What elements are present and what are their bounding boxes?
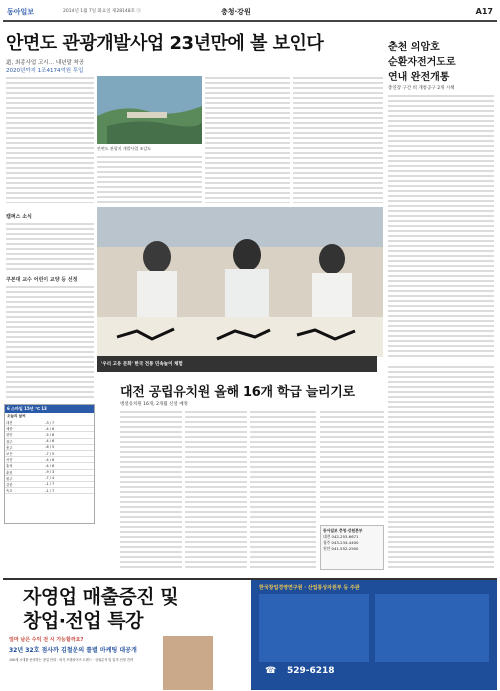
weather-city: 천안 bbox=[5, 432, 44, 438]
advertisement bbox=[3, 578, 497, 690]
weather-temp: -7 / 5 bbox=[44, 450, 94, 456]
article2-column-4 bbox=[320, 410, 384, 520]
weather-city: 춘천 bbox=[5, 469, 44, 475]
ad-right-title: 한국창업경영연구원 · 산업통상자원부 등 주관 bbox=[259, 585, 360, 591]
weather-temp: -4 / 6 bbox=[44, 457, 94, 463]
weather-city: 속초 bbox=[5, 488, 44, 494]
issue-date: 2014년 1월 7일 화요일 제28148호 ⓐ bbox=[63, 9, 141, 14]
weather-temp: -1 / 7 bbox=[44, 481, 94, 487]
weather-box bbox=[4, 404, 95, 524]
weather-temp: -4 / 6 bbox=[44, 438, 94, 444]
weather-city: 청주 bbox=[5, 438, 44, 444]
weather-temp: -5 / 6 bbox=[44, 432, 94, 438]
children-calligraphy-image bbox=[97, 207, 383, 357]
ad-title-line: 창업·전업 특강 bbox=[23, 610, 143, 632]
contact-line: 청주 043-234-4400 bbox=[323, 540, 359, 545]
article2-column-2 bbox=[185, 410, 247, 570]
article2-byline: 병설유치원 16개, 2개월 신설 예정 bbox=[120, 402, 188, 407]
calligraphy-photo bbox=[97, 207, 383, 357]
weather-city: 보은 bbox=[5, 450, 44, 456]
ad-person-photo bbox=[163, 636, 213, 690]
ad-blue-line: 32년 32호 점사까 김철운의 틀별 마케팅 대공개 bbox=[9, 647, 137, 654]
weather-city: 세종 bbox=[5, 426, 44, 432]
right-subhead: 총연장 구간 비 개통공구 2개 시책 bbox=[388, 86, 455, 91]
contact-box-title: 동아일보 충청·강원본부 bbox=[323, 528, 363, 533]
article1-photo bbox=[97, 76, 202, 144]
photo2-banner-text: '우리 고유 문화' 한국 전통 민속놀이 체험 bbox=[101, 362, 183, 367]
article2-column-3 bbox=[250, 410, 316, 570]
sidebar-text-2 bbox=[6, 285, 94, 399]
weather-city: 대전 bbox=[5, 420, 44, 426]
main-subhead: 道, 최종사업 고시… 내년말 착공 bbox=[6, 60, 85, 66]
weather-header: 6 스마일 15년 ℃ 13 bbox=[5, 405, 94, 413]
sidebar-title: 캠퍼스 소식 bbox=[6, 214, 32, 220]
article1-column-3 bbox=[205, 76, 290, 203]
article1-column-1 bbox=[6, 76, 94, 203]
ad-left-panel bbox=[3, 580, 251, 690]
weather-temp: -7 / 4 bbox=[44, 475, 94, 481]
island-aerial-image bbox=[97, 76, 202, 144]
ad-title bbox=[23, 585, 178, 633]
newspaper-brand: 동아일보 bbox=[7, 8, 35, 16]
right-headline bbox=[388, 40, 456, 85]
section-title: 충청·강원 bbox=[221, 8, 251, 16]
weather-city: 충주 bbox=[5, 444, 44, 450]
masthead bbox=[3, 7, 497, 22]
phone-icon: ☎ bbox=[265, 666, 277, 676]
right-headline-line: 춘천 의암호 bbox=[388, 42, 440, 53]
weather-temp: -3 / 7 bbox=[44, 420, 94, 426]
sidebar-text-1 bbox=[6, 222, 94, 272]
ad-title-line: 자영업 매출증진 및 bbox=[23, 586, 179, 608]
weather-subheader: 오늘의 날씨 bbox=[7, 414, 26, 418]
right-article-text bbox=[388, 94, 494, 359]
weather-temp: -4 / 6 bbox=[44, 426, 94, 432]
right-headline-line: 순환자전거도로 bbox=[388, 57, 456, 68]
weather-city: 원주 bbox=[5, 475, 44, 481]
main-headline: 안면도 관광개발사업 23년만에 볼 보인다 bbox=[6, 33, 324, 54]
photo1-caption: 안면도 관광지 개발사업 조감도 bbox=[97, 146, 152, 151]
ad-small-text: 100세 시대를 준비하는 창업 안내 · 외식 프랜차이즈 트렌드 · 상권분석 및 입지 선정 전략 bbox=[9, 658, 133, 662]
article1-column-2 bbox=[97, 155, 202, 203]
weather-temp: -1 / 7 bbox=[44, 488, 94, 494]
right-listing-text bbox=[388, 365, 494, 570]
main-subhead-2: 2020년까지 1조4174억원 투입 bbox=[6, 68, 84, 74]
contact-box bbox=[320, 525, 384, 570]
weather-temp: -4 / 6 bbox=[44, 463, 94, 469]
ad-red-line: 얼마 남은 수익 전 시 가능할까요? bbox=[9, 637, 84, 643]
weather-city: 서산 bbox=[5, 457, 44, 463]
article2-headline: 대전 공립유치원 올해 16개 학급 늘리기로 bbox=[120, 385, 355, 400]
weather-temp: -6 / 5 bbox=[44, 444, 94, 450]
weather-row bbox=[5, 488, 94, 494]
ad-phone-number: 529-6218 bbox=[287, 666, 335, 676]
contact-line: 천안 041-552-2500 bbox=[323, 546, 359, 551]
weather-city: 홍성 bbox=[5, 463, 44, 469]
right-headline-line: 연내 완전개통 bbox=[388, 72, 450, 83]
ad-details-box bbox=[375, 594, 489, 662]
contact-line: 대전 042-253-6671 bbox=[323, 534, 359, 539]
article2-column-1 bbox=[120, 410, 182, 570]
ad-right-panel bbox=[251, 580, 497, 690]
weather-table bbox=[5, 420, 94, 494]
page-number: A17 bbox=[475, 7, 493, 16]
photo2-banner bbox=[97, 356, 377, 372]
weather-city: 강릉 bbox=[5, 481, 44, 487]
ad-schedule-box bbox=[259, 594, 369, 662]
sidebar-subtitle: 쿠본대 교수 어린이 교양 등 선정 bbox=[6, 277, 78, 283]
weather-temp: -9 / 3 bbox=[44, 469, 94, 475]
article1-column-4 bbox=[293, 76, 383, 203]
